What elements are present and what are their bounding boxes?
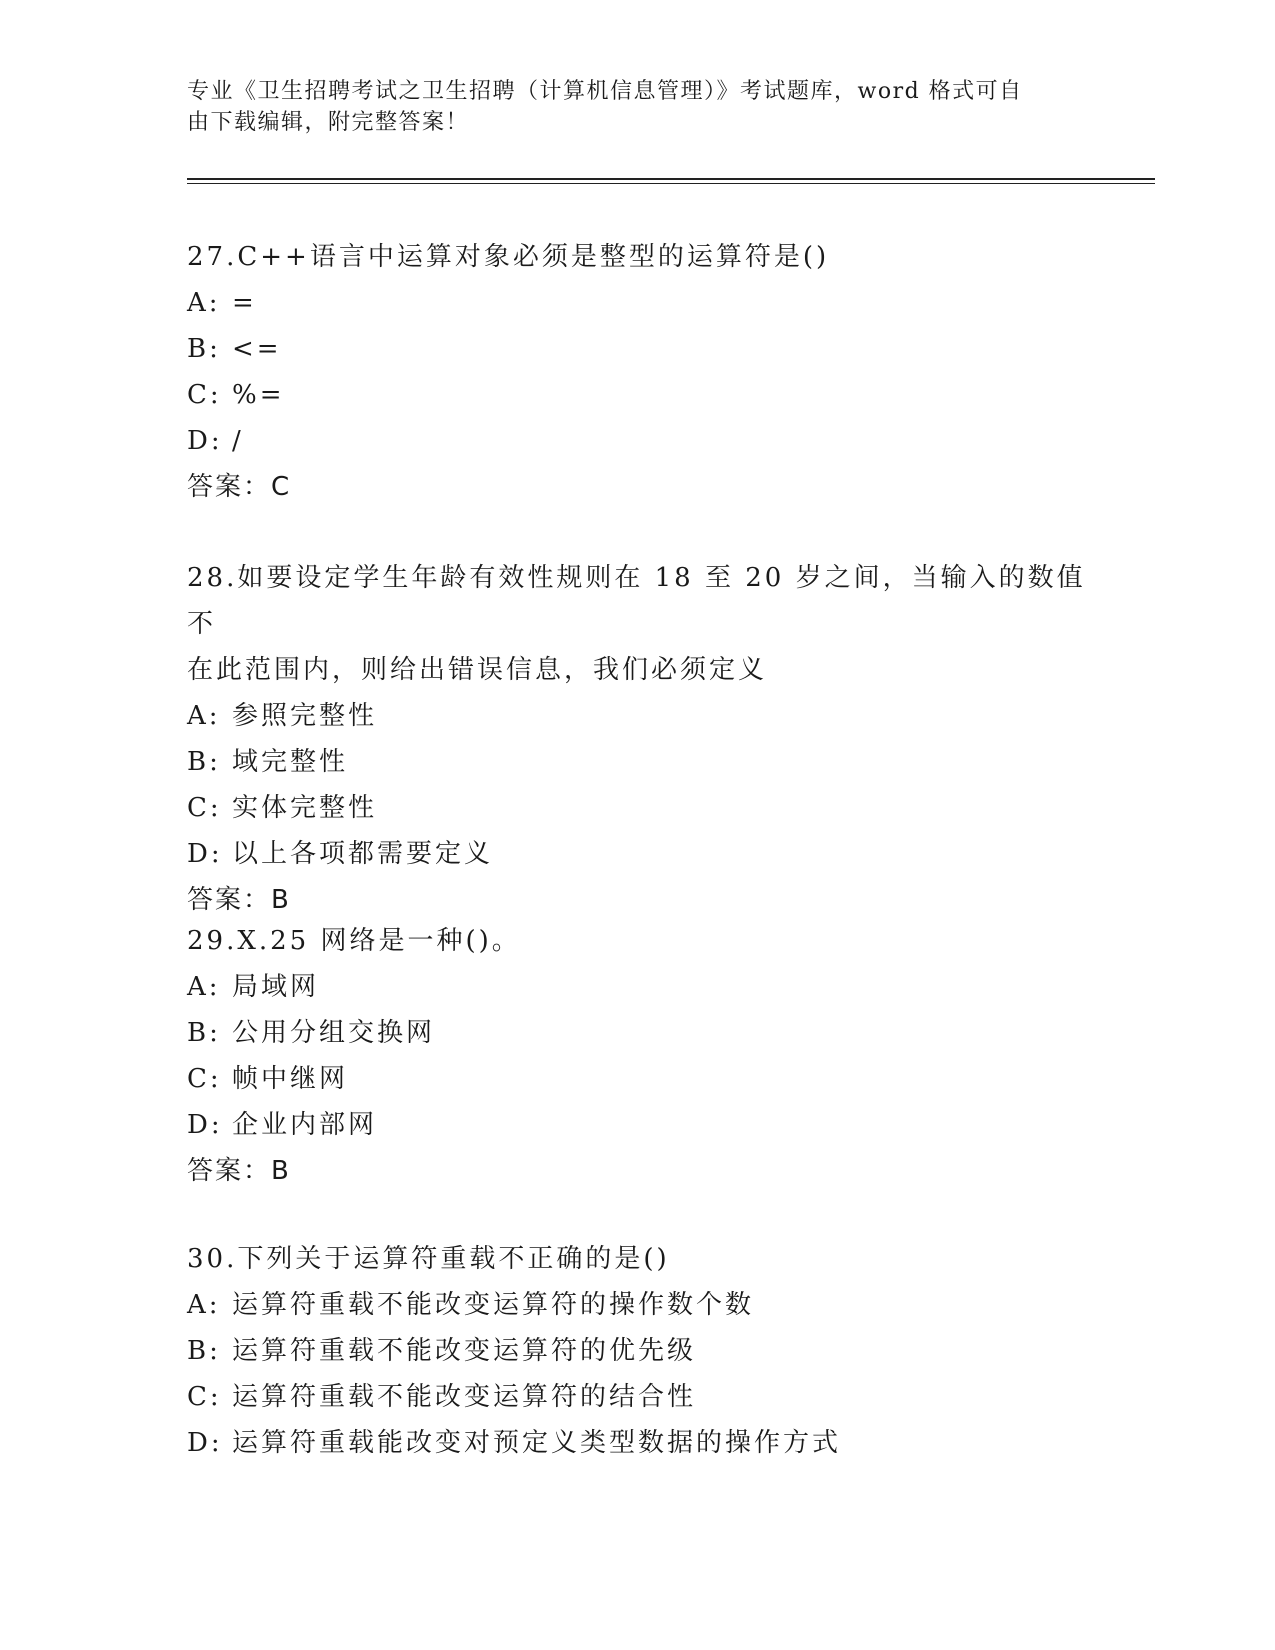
answer-label: 答案：B [187, 1156, 291, 1186]
option-text: 以上各项都需要定义 [232, 839, 494, 869]
question-stem-line-1: 28.如要设定学生年龄有效性规则在 18 至 20 岁之间，当输入的数值不 [187, 563, 1086, 639]
option-key: D: [187, 1428, 223, 1458]
option-d [187, 1420, 1087, 1466]
option-text: <= [232, 334, 282, 364]
option-d [187, 1102, 1087, 1148]
question-27 [187, 234, 1087, 510]
option-text: 参照完整性 [232, 701, 378, 731]
option-text: 运算符重载不能改变运算符的优先级 [232, 1336, 697, 1366]
option-c [187, 1374, 1087, 1420]
option-b [187, 1010, 1087, 1056]
option-d [187, 831, 1087, 877]
option-text: 运算符重载不能改变运算符的结合性 [232, 1382, 697, 1412]
option-c [187, 1056, 1087, 1102]
option-text: %= [232, 380, 285, 410]
header-divider-thick [187, 178, 1155, 180]
header-line-1: 专业《卫生招聘考试之卫生招聘（计算机信息管理）》考试题库，word 格式可自 [187, 79, 1023, 104]
option-key: C: [187, 380, 222, 410]
answer-label: 答案：C [187, 472, 292, 502]
header-divider-thin [187, 183, 1155, 184]
option-key: B: [187, 1018, 221, 1048]
option-key: B: [187, 334, 221, 364]
question-stem-line-2: 在此范围内，则给出错误信息，我们必须定义 [187, 655, 768, 685]
option-key: A: [187, 701, 221, 731]
option-text: / [232, 426, 244, 456]
option-text: 运算符重载能改变对预定义类型数据的操作方式 [232, 1428, 842, 1458]
question-28 [187, 555, 1087, 923]
question-stem: 30.下列关于运算符重载不正确的是() [187, 1244, 670, 1274]
option-text: 实体完整性 [232, 793, 378, 823]
option-key: C: [187, 1064, 222, 1094]
option-text: 企业内部网 [232, 1110, 378, 1140]
option-text: 局域网 [232, 972, 320, 1002]
header-line-2: 由下载编辑，附完整答案！ [187, 110, 470, 135]
option-b [187, 1328, 1087, 1374]
option-text: 域完整性 [232, 747, 349, 777]
option-key: B: [187, 1336, 221, 1366]
option-a [187, 693, 1087, 739]
option-key: D: [187, 839, 223, 869]
question-30 [187, 1236, 1087, 1466]
option-text: 运算符重载不能改变运算符的操作数个数 [232, 1290, 755, 1320]
option-a [187, 280, 1087, 326]
document-header [187, 76, 1087, 138]
question-stem: 29.X.25 网络是一种()。 [187, 926, 521, 956]
option-a [187, 964, 1087, 1010]
option-key: A: [187, 972, 221, 1002]
option-text: 帧中继网 [232, 1064, 349, 1094]
option-a [187, 1282, 1087, 1328]
option-d [187, 418, 1087, 464]
option-text: 公用分组交换网 [232, 1018, 436, 1048]
option-text: = [232, 288, 257, 318]
option-b [187, 326, 1087, 372]
option-key: C: [187, 793, 222, 823]
option-key: C: [187, 1382, 222, 1412]
answer-label: 答案：B [187, 885, 291, 915]
question-stem: 27.C++语言中运算对象必须是整型的运算符是() [187, 242, 830, 272]
option-key: A: [187, 1290, 221, 1320]
option-key: A: [187, 288, 221, 318]
option-b [187, 739, 1087, 785]
option-c [187, 372, 1087, 418]
option-c [187, 785, 1087, 831]
question-29 [187, 918, 1087, 1194]
option-key: D: [187, 426, 223, 456]
option-key: B: [187, 747, 221, 777]
option-key: D: [187, 1110, 223, 1140]
